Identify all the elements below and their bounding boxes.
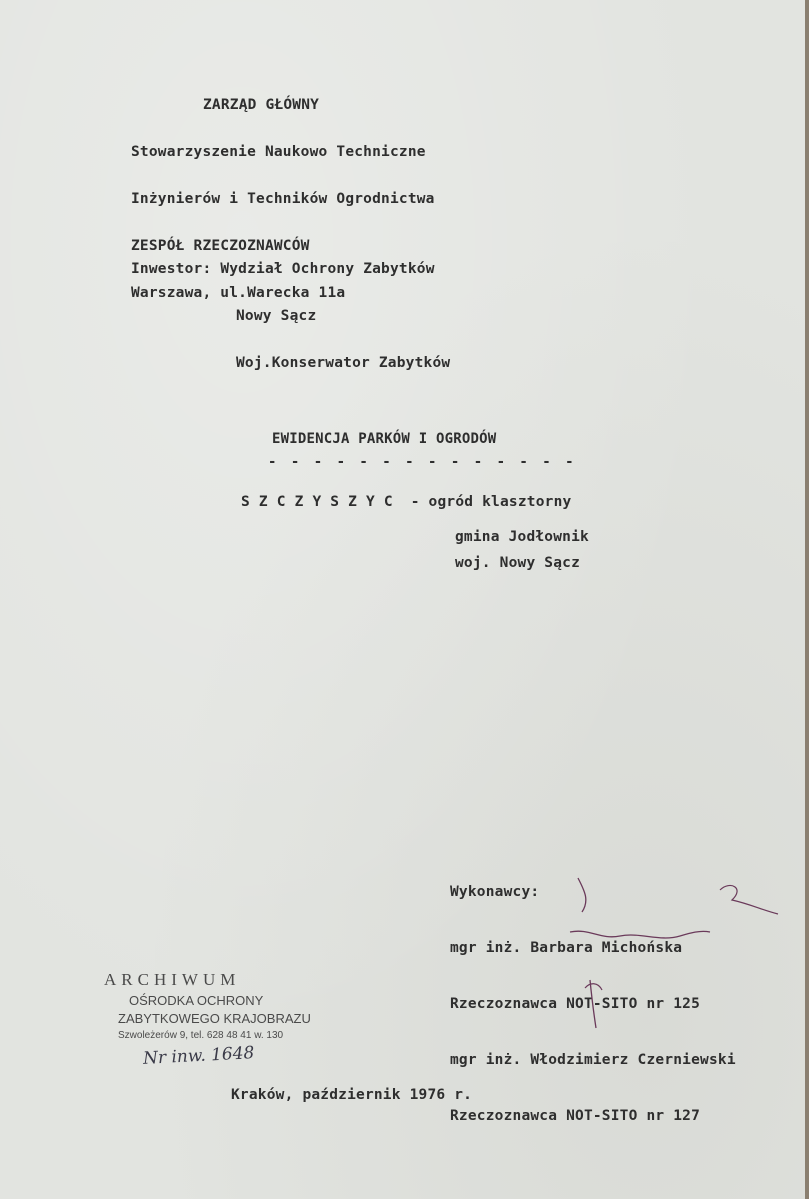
- document-title: EWIDENCJA PARKÓW I OGRODÓW: [272, 431, 497, 447]
- author-line: Rzeczoznawca NOT-SITO nr 125: [450, 996, 701, 1012]
- investor-block: [131, 233, 450, 403]
- investor-line: Woj.Konserwator Zabytków: [236, 355, 451, 371]
- place-date-footer: Kraków, październik 1976 r.: [231, 1087, 473, 1103]
- gmina-line: gmina Jodłownik: [455, 529, 589, 545]
- investor-label: Inwestor:: [131, 261, 212, 277]
- header-line: ZARZĄD GŁÓWNY: [203, 97, 320, 113]
- title-underline: - - - - - - - - - - - - - -: [268, 454, 577, 470]
- header-line: Stowarzyszenie Naukowo Techniczne: [131, 144, 426, 160]
- stamp-line: Szwoleżerów 9, tel. 628 48 41 w. 130: [118, 1030, 284, 1041]
- investor-line: Nowy Sącz: [236, 308, 317, 324]
- page-edge: [805, 0, 809, 1199]
- header-line: Inżynierów i Techników Ogrodnictwa: [131, 191, 435, 207]
- stamp-title: ARCHIWUM: [104, 970, 241, 989]
- voivodeship-line: woj. Nowy Sącz: [455, 555, 581, 571]
- archive-stamp: [98, 970, 311, 1041]
- authors-block: [450, 856, 736, 1165]
- author-line: mgr inż. Włodzimierz Czerniewski: [450, 1052, 736, 1068]
- stamp-line: OŚRODKA OCHRONY: [129, 993, 264, 1008]
- stamp-line: ZABYTKOWEGO KRAJOBRAZU: [118, 1011, 311, 1026]
- header-line: ZESPÓŁ RZECZOZNAWCÓW: [131, 238, 310, 254]
- author-line: mgr inż. Barbara Michońska: [450, 940, 683, 956]
- place-description: - ogród klasztorny: [410, 494, 572, 510]
- authors-heading: Wykonawcy:: [450, 884, 540, 900]
- inventory-number: Nr inw. 1648: [142, 1043, 255, 1069]
- header-line: Warszawa, ul.Warecka 11a: [131, 285, 346, 301]
- investor-line: Wydział Ochrony Zabytków: [220, 261, 435, 277]
- place-heading: [241, 495, 571, 510]
- place-name: S Z C Z Y S Z Y C: [241, 494, 393, 510]
- author-line: Rzeczoznawca NOT-SITO nr 127: [450, 1108, 701, 1124]
